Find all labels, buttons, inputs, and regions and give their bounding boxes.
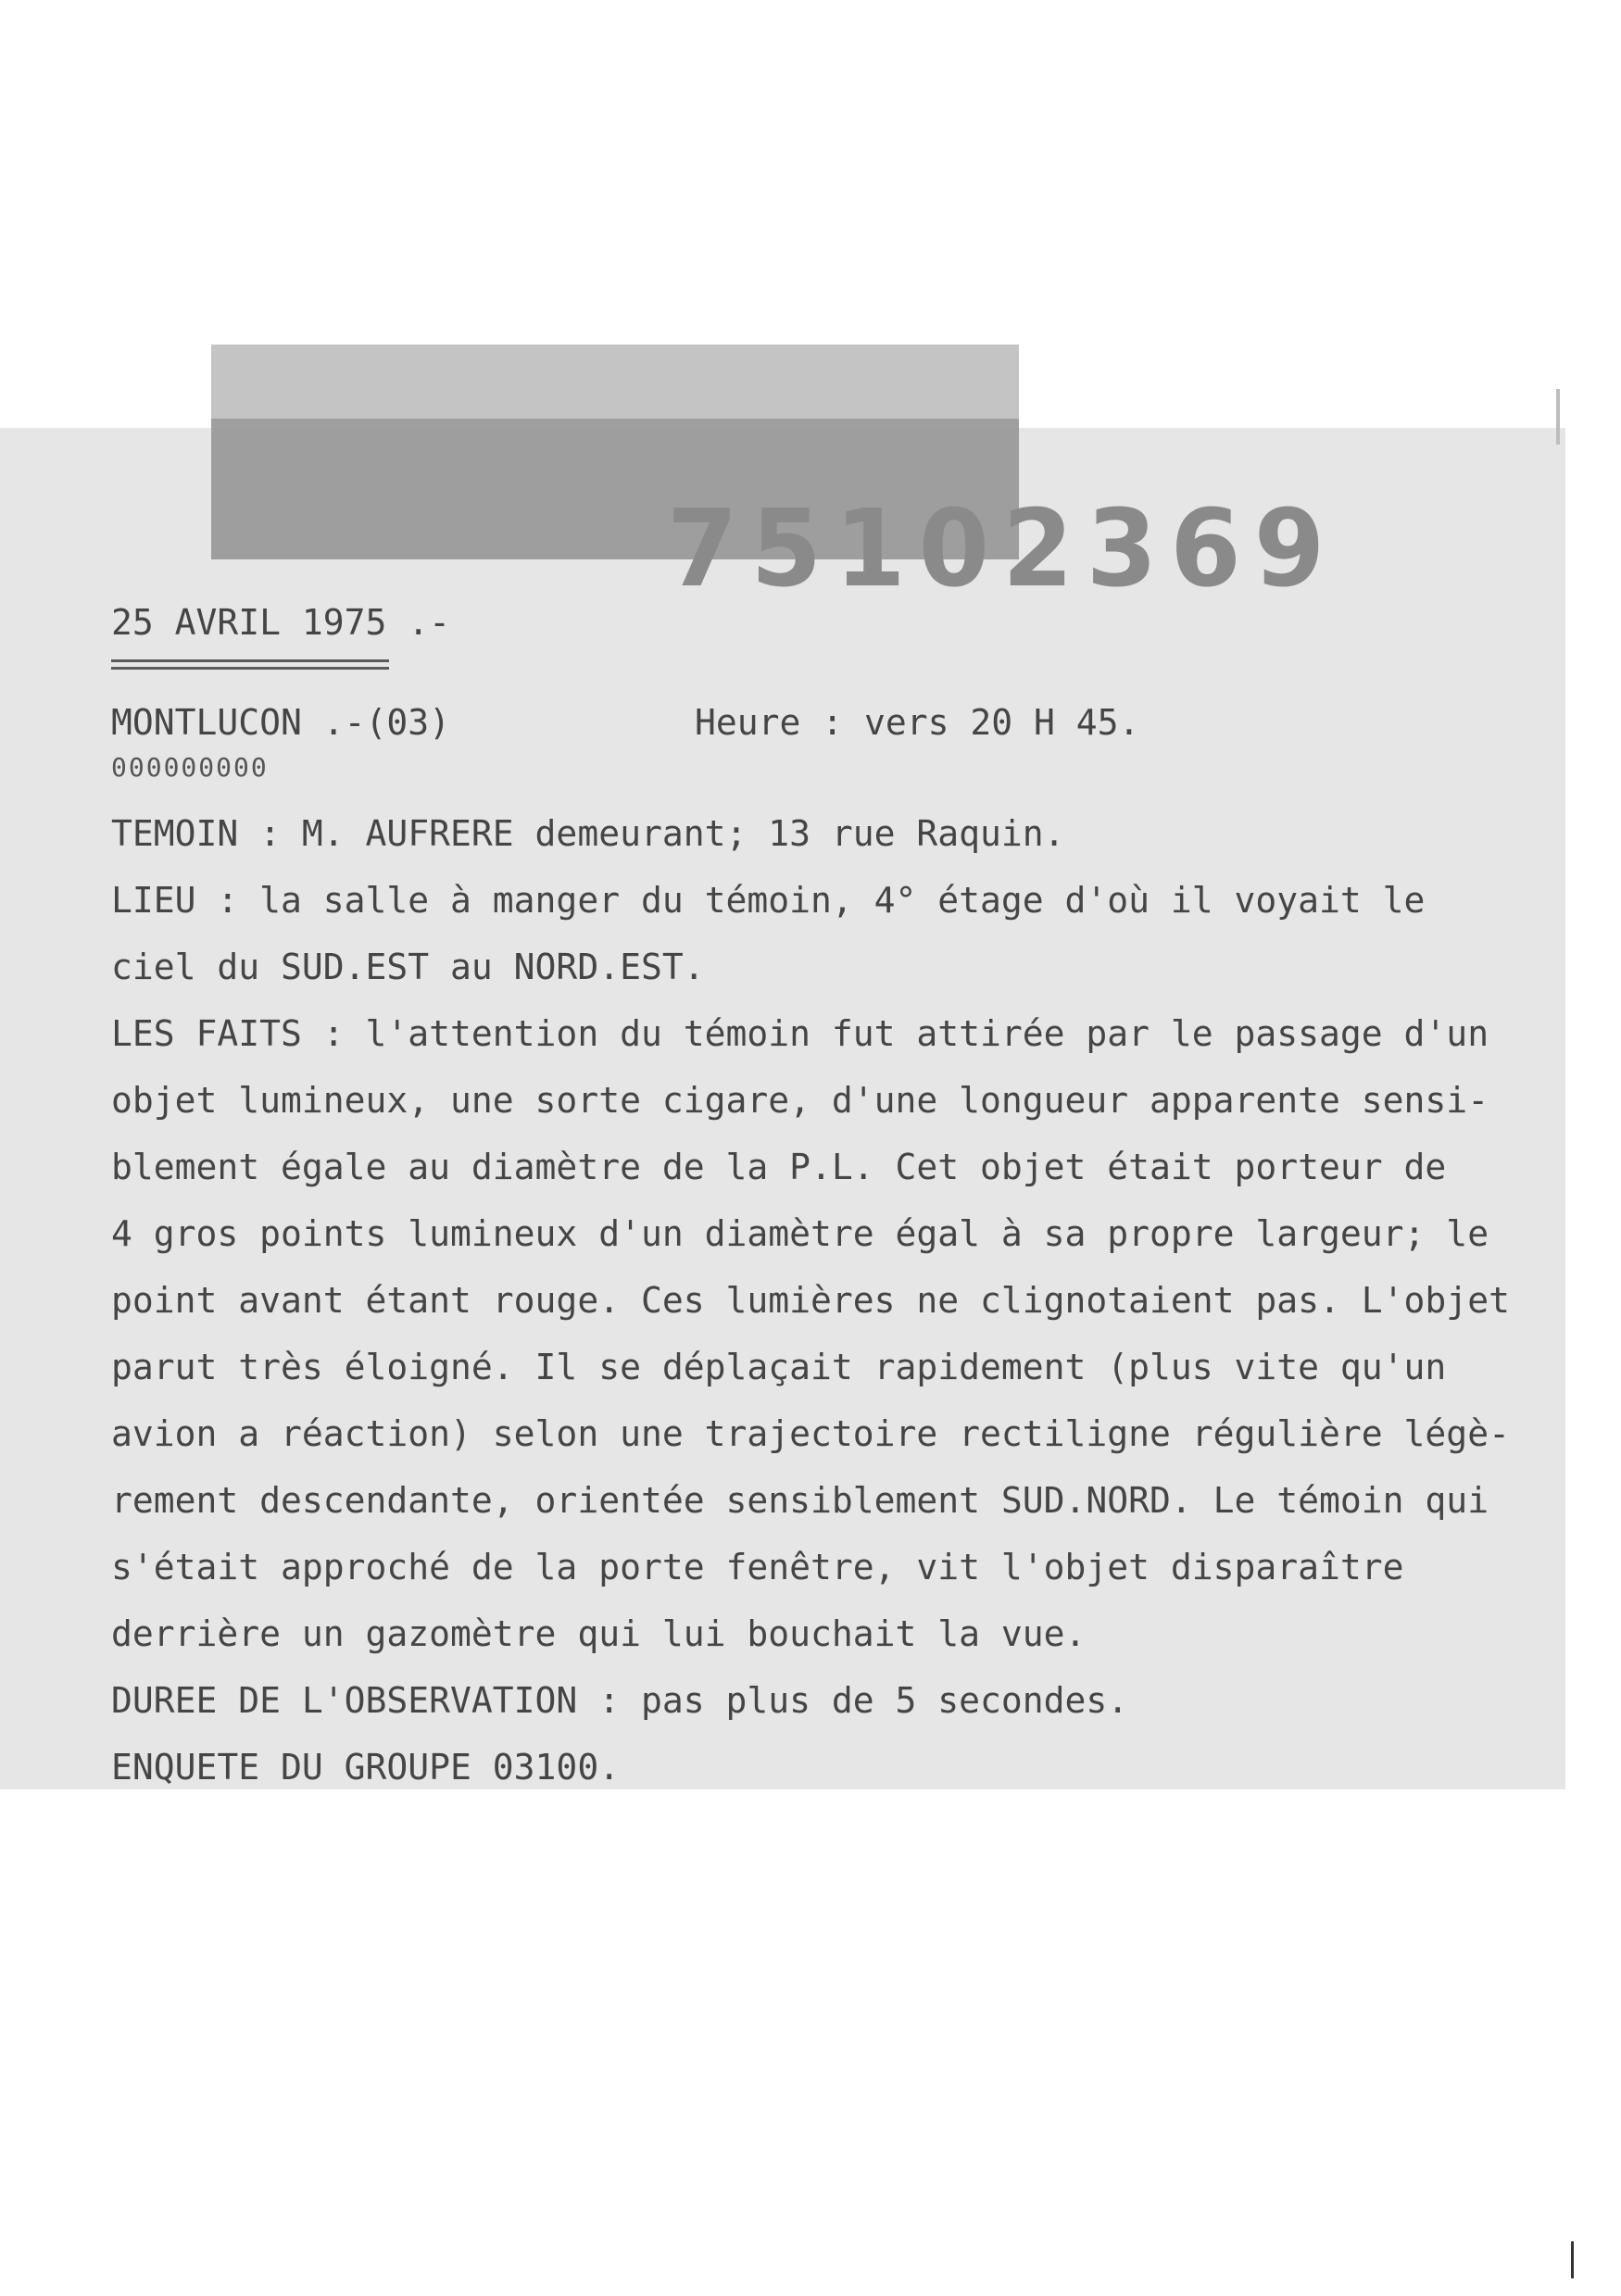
archive-number-stamp: 75102369 bbox=[667, 485, 1338, 611]
facts-line: derrière un gazomètre qui lui bouchait la vue. bbox=[111, 1613, 1087, 1654]
date-underline-second bbox=[111, 667, 389, 670]
duration-line: DUREE DE L'OBSERVATION : pas plus de 5 secondes. bbox=[111, 1680, 1129, 1721]
report-time: Heure : vers 20 H 45. bbox=[695, 702, 1140, 743]
facts-line: rement descendante, orientée sensiblement SUD.NORD. Le témoin qui bbox=[111, 1480, 1489, 1521]
location-underline: 000000000 bbox=[111, 752, 269, 783]
paper-edge bbox=[1556, 389, 1560, 445]
facts-line: point avant étant rouge. Ces lumières ne clignotaient pas. L'objet bbox=[111, 1280, 1510, 1321]
facts-line: avion a réaction) selon une trajectoire rectiligne régulière légè- bbox=[111, 1413, 1510, 1454]
place-line-cont: ciel du SUD.EST au NORD.EST. bbox=[111, 947, 705, 987]
place-line: LIEU : la salle à manger du témoin, 4° étage d'où il voyait le bbox=[111, 880, 1426, 921]
adhesive-tape-edge bbox=[211, 345, 1019, 419]
facts-line: 4 gros points lumineux d'un diamètre égal à sa propre largeur; le bbox=[111, 1213, 1489, 1254]
date-underline bbox=[111, 659, 389, 662]
report-date: 25 AVRIL 1975 .- bbox=[111, 602, 451, 643]
facts-line: parut très éloigné. Il se déplaçait rapidement (plus vite qu'un bbox=[111, 1347, 1447, 1387]
facts-line: objet lumineux, une sorte cigare, d'une longueur apparente sensi- bbox=[111, 1080, 1489, 1121]
facts-line: blement égale au diamètre de la P.L. Cet objet était porteur de bbox=[111, 1147, 1447, 1187]
facts-line: LES FAITS : l'attention du témoin fut attirée par le passage d'un bbox=[111, 1013, 1489, 1054]
scan-edge-mark bbox=[1571, 2241, 1574, 2278]
report-location: MONTLUCON .-(03) bbox=[111, 702, 451, 743]
investigation-line: ENQUETE DU GROUPE 03100. bbox=[111, 1747, 621, 1788]
facts-line: s'était approché de la porte fenêtre, vit l'objet disparaître bbox=[111, 1547, 1404, 1587]
witness-line: TEMOIN : M. AUFRERE demeurant; 13 rue Raquin. bbox=[111, 813, 1065, 854]
